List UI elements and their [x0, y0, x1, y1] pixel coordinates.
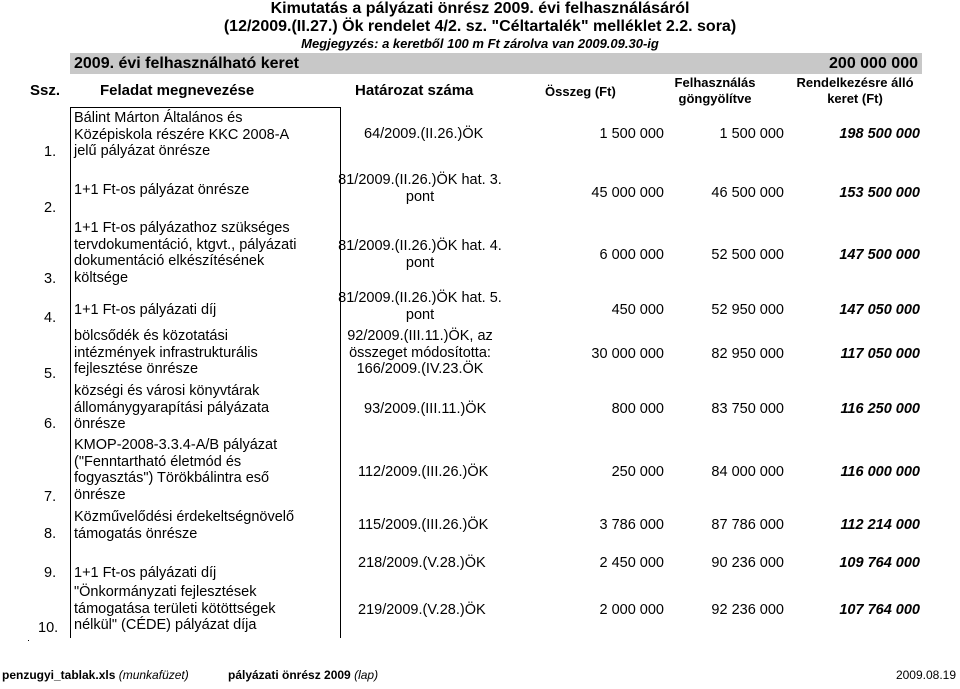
- row-5-no: 5.: [44, 366, 57, 382]
- row-3-amount: 6 000 000: [599, 247, 664, 263]
- row-5-amount: 30 000 000: [591, 346, 664, 362]
- row-9-available: 109 764 000: [839, 555, 920, 571]
- header-decision: Határozat száma: [355, 82, 474, 99]
- row-3-no: 3.: [44, 271, 57, 287]
- grid-line: [70, 107, 340, 108]
- page-title: Kimutatás a pályázati önrész 2009. évi felhasználásáról: [270, 0, 690, 17]
- row-6-no: 6.: [44, 416, 57, 432]
- row-3-available: 147 500 000: [839, 247, 920, 263]
- row-10-task: "Önkormányzati fejlesztések támogatása területi kötöttségek nélkül" (CÉDE) pályázat díja: [74, 584, 276, 633]
- row-10-used: 92 236 000: [711, 602, 784, 618]
- row-3-used: 52 500 000: [711, 247, 784, 263]
- row-1-used: 1 500 000: [719, 126, 784, 142]
- row-5-task: bölcsődék és közotatási intézmények infrastrukturális fejlesztése önrésze: [74, 328, 258, 377]
- row-5-available: 117 050 000: [840, 346, 920, 362]
- row-3-decision: 81/2009.(II.26.)ÖK hat. 4. pont: [338, 238, 502, 271]
- grid-line: [28, 640, 29, 641]
- footer-sheetname: pályázati önrész 2009: [228, 668, 351, 682]
- header-task: Feladat megnevezése: [100, 82, 255, 99]
- row-10-available: 107 764 000: [839, 602, 920, 618]
- row-1-available: 198 500 000: [839, 126, 920, 142]
- row-1-decision: 64/2009.(II.26.)ÖK: [364, 126, 484, 142]
- footer-filename: penzugyi_tablak.xls: [2, 668, 116, 682]
- grid-line: [70, 107, 71, 638]
- row-4-available: 147 050 000: [839, 302, 920, 318]
- row-4-task: 1+1 Ft-os pályázati díj: [74, 302, 217, 318]
- row-4-used: 52 950 000: [711, 302, 784, 318]
- header-avail-2: keret (Ft): [827, 91, 883, 106]
- row-9-decision: 218/2009.(V.28.)ÖK: [358, 555, 486, 571]
- row-2-available: 153 500 000: [839, 185, 920, 201]
- row-8-no: 8.: [44, 526, 57, 542]
- row-8-task: Közművelődési érdekeltségnövelő támogatás önrésze: [74, 509, 295, 542]
- row-1-task: Bálint Márton Általános és Középiskola részére KKC 2008-A jelű pályázat önrésze: [74, 110, 290, 159]
- row-2-amount: 45 000 000: [591, 185, 664, 201]
- row-9-amount: 2 450 000: [599, 555, 664, 571]
- row-10-amount: 2 000 000: [599, 602, 664, 618]
- footer-file: [2, 668, 189, 682]
- row-8-amount: 3 786 000: [599, 517, 664, 533]
- row-8-decision: 115/2009.(III.26.)ÖK: [358, 517, 489, 533]
- footer-sheet: [228, 668, 378, 682]
- page-subtitle: (12/2009.(II.27.) Ök rendelet 4/2. sz. "Céltartalék" melléklet 2.2. sora): [223, 18, 737, 35]
- row-2-task: 1+1 Ft-os pályázat önrésze: [74, 182, 250, 198]
- footer-sheet-note: (lap): [354, 668, 379, 682]
- row-7-amount: 250 000: [611, 464, 664, 480]
- row-6-task: községi és városi könyvtárak állománygyarapítási pályázata önrésze: [74, 383, 270, 432]
- row-8-used: 87 786 000: [711, 517, 784, 533]
- row-9-used: 90 236 000: [711, 555, 784, 571]
- row-10-decision: 219/2009.(V.28.)ÖK: [358, 602, 486, 618]
- row-1-no: 1.: [44, 144, 57, 160]
- budget-value: 200 000 000: [829, 55, 918, 72]
- page-note: Megjegyzés: a keretből 100 m Ft zárolva van 2009.09.30-ig: [301, 36, 659, 51]
- row-3-task: 1+1 Ft-os pályázathoz szükséges tervdokumentáció, ktgvt., pályázati dokumentáció elkészítésének költsége: [74, 220, 297, 286]
- row-6-used: 83 750 000: [711, 401, 784, 417]
- header-used-1: Felhasználás: [674, 75, 756, 90]
- row-6-available: 116 250 000: [840, 401, 920, 417]
- row-7-used: 84 000 000: [711, 464, 784, 480]
- footer-date: 2009.08.19: [895, 668, 956, 682]
- row-6-amount: 800 000: [611, 401, 664, 417]
- row-7-decision: 112/2009.(III.26.)ÖK: [358, 464, 489, 480]
- row-5-used: 82 950 000: [711, 346, 784, 362]
- row-4-decision: 81/2009.(II.26.)ÖK hat. 5. pont: [338, 290, 502, 323]
- row-7-task: KMOP-2008-3.3.4-A/B pályázat ("Fenntartható életmód és fogyasztás") Törökbálintra eső önrésze: [74, 437, 278, 503]
- row-8-available: 112 214 000: [840, 517, 920, 533]
- row-10-no: 10.: [38, 620, 59, 636]
- header-avail-1: Rendelkezésre álló: [796, 75, 914, 90]
- row-6-decision: 93/2009.(III.11.)ÖK: [364, 401, 487, 417]
- row-7-no: 7.: [44, 489, 57, 505]
- row-2-no: 2.: [44, 200, 57, 216]
- footer-file-note: (munkafüzet): [118, 668, 189, 682]
- row-9-no: 9.: [44, 565, 57, 581]
- row-2-decision: 81/2009.(II.26.)ÖK hat. 3. pont: [338, 172, 502, 205]
- row-5-decision: 92/2009.(III.11.)ÖK, az összeget módosította: 166/2009.(IV.23.ÖK: [347, 328, 493, 377]
- header-amount: Összeg (Ft): [545, 84, 616, 99]
- row-4-no: 4.: [44, 310, 57, 326]
- row-9-task: 1+1 Ft-os pályázati díj: [74, 565, 217, 581]
- row-7-available: 116 000 000: [840, 464, 920, 480]
- row-4-amount: 450 000: [611, 302, 664, 318]
- row-1-amount: 1 500 000: [599, 126, 664, 142]
- budget-label: 2009. évi felhasználható keret: [74, 55, 299, 72]
- header-used-2: göngyölítve: [678, 91, 752, 106]
- row-2-used: 46 500 000: [711, 185, 784, 201]
- header-no: Ssz.: [30, 82, 61, 99]
